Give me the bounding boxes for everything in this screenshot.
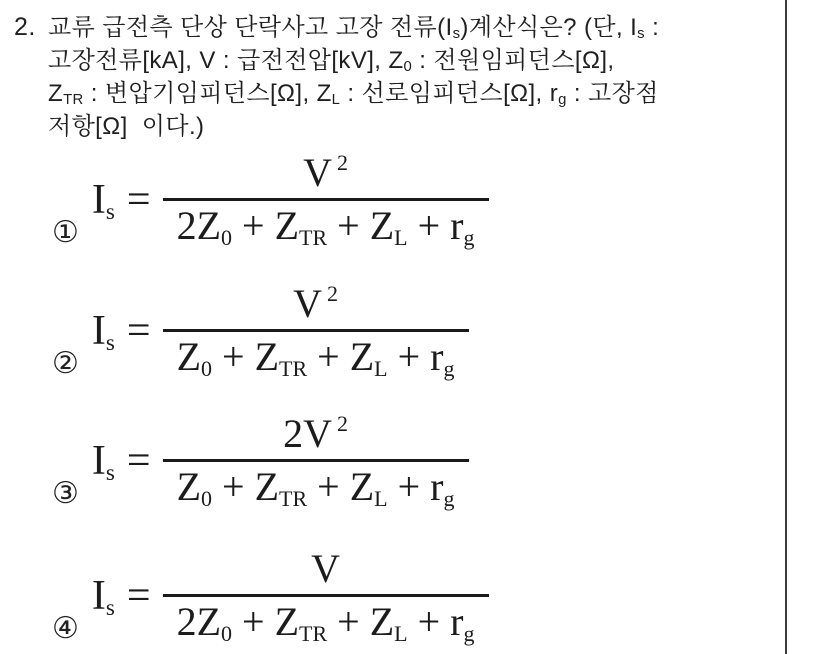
choice-1[interactable] [52, 150, 489, 250]
column-divider [785, 0, 787, 654]
fraction [163, 282, 469, 380]
equals-sign: = [126, 177, 151, 223]
question-block [14, 11, 659, 143]
choice-3-formula [92, 412, 469, 510]
question-line-3: $Z_{TR}$ : 변압기임피던스[Ω], $Z_L$ : 선로임피던스[Ω], $r_g$ : 고장점 [48, 80, 659, 108]
equals-sign: = [126, 573, 151, 619]
fraction [163, 412, 469, 510]
denominator: $Z_0 + Z_{TR} + Z_L + r_g$ [163, 329, 469, 380]
choice-2-marker[interactable]: ② [52, 347, 79, 380]
question-line-1: 교류 급전측 단상 단락사고 고장 전류$(I_s)$계산식은? (단, $I_s$ : [48, 14, 660, 42]
question-line-2: 고장전류[kA], V : 급전전압[kV], $Z_0$ : 전원임피던스[Ω], [48, 47, 615, 75]
choice-4[interactable] [52, 546, 489, 646]
choice-3-marker[interactable]: ③ [52, 477, 79, 510]
equals-sign: = [126, 308, 151, 354]
fraction [163, 151, 489, 249]
denominator: $Z_0 + Z_{TR} + Z_L + r_g$ [163, 459, 469, 510]
choice-2-formula [92, 282, 469, 380]
choice-4-formula [92, 547, 489, 645]
formula-lhs-Is: $I_s$ [91, 308, 115, 356]
question-number: 2. [14, 13, 36, 41]
denominator: $2Z_0 + Z_{TR} + Z_L + r_g$ [163, 198, 489, 249]
formula-lhs-Is: $I_s$ [91, 573, 115, 621]
denominator: $2Z_0 + Z_{TR} + Z_L + r_g$ [163, 594, 489, 645]
question-line-4: 저항[Ω] 이다.) [48, 113, 205, 140]
choice-2[interactable] [52, 281, 469, 381]
numerator: V [311, 546, 340, 592]
numerator: V $^2$ [293, 281, 338, 327]
choice-4-marker[interactable]: ④ [52, 612, 79, 645]
formula-lhs-Is: $I_s$ [91, 177, 115, 225]
formula-lhs-Is: $I_s$ [91, 438, 115, 486]
numerator: V $^2$ [303, 150, 348, 196]
choice-1-formula [92, 151, 489, 249]
equals-sign: = [126, 438, 151, 484]
choice-3[interactable] [52, 411, 469, 511]
question-text [48, 11, 659, 143]
fraction [163, 547, 489, 645]
choice-1-marker[interactable]: ① [52, 216, 79, 249]
numerator: 2V $^2$ [283, 411, 348, 457]
